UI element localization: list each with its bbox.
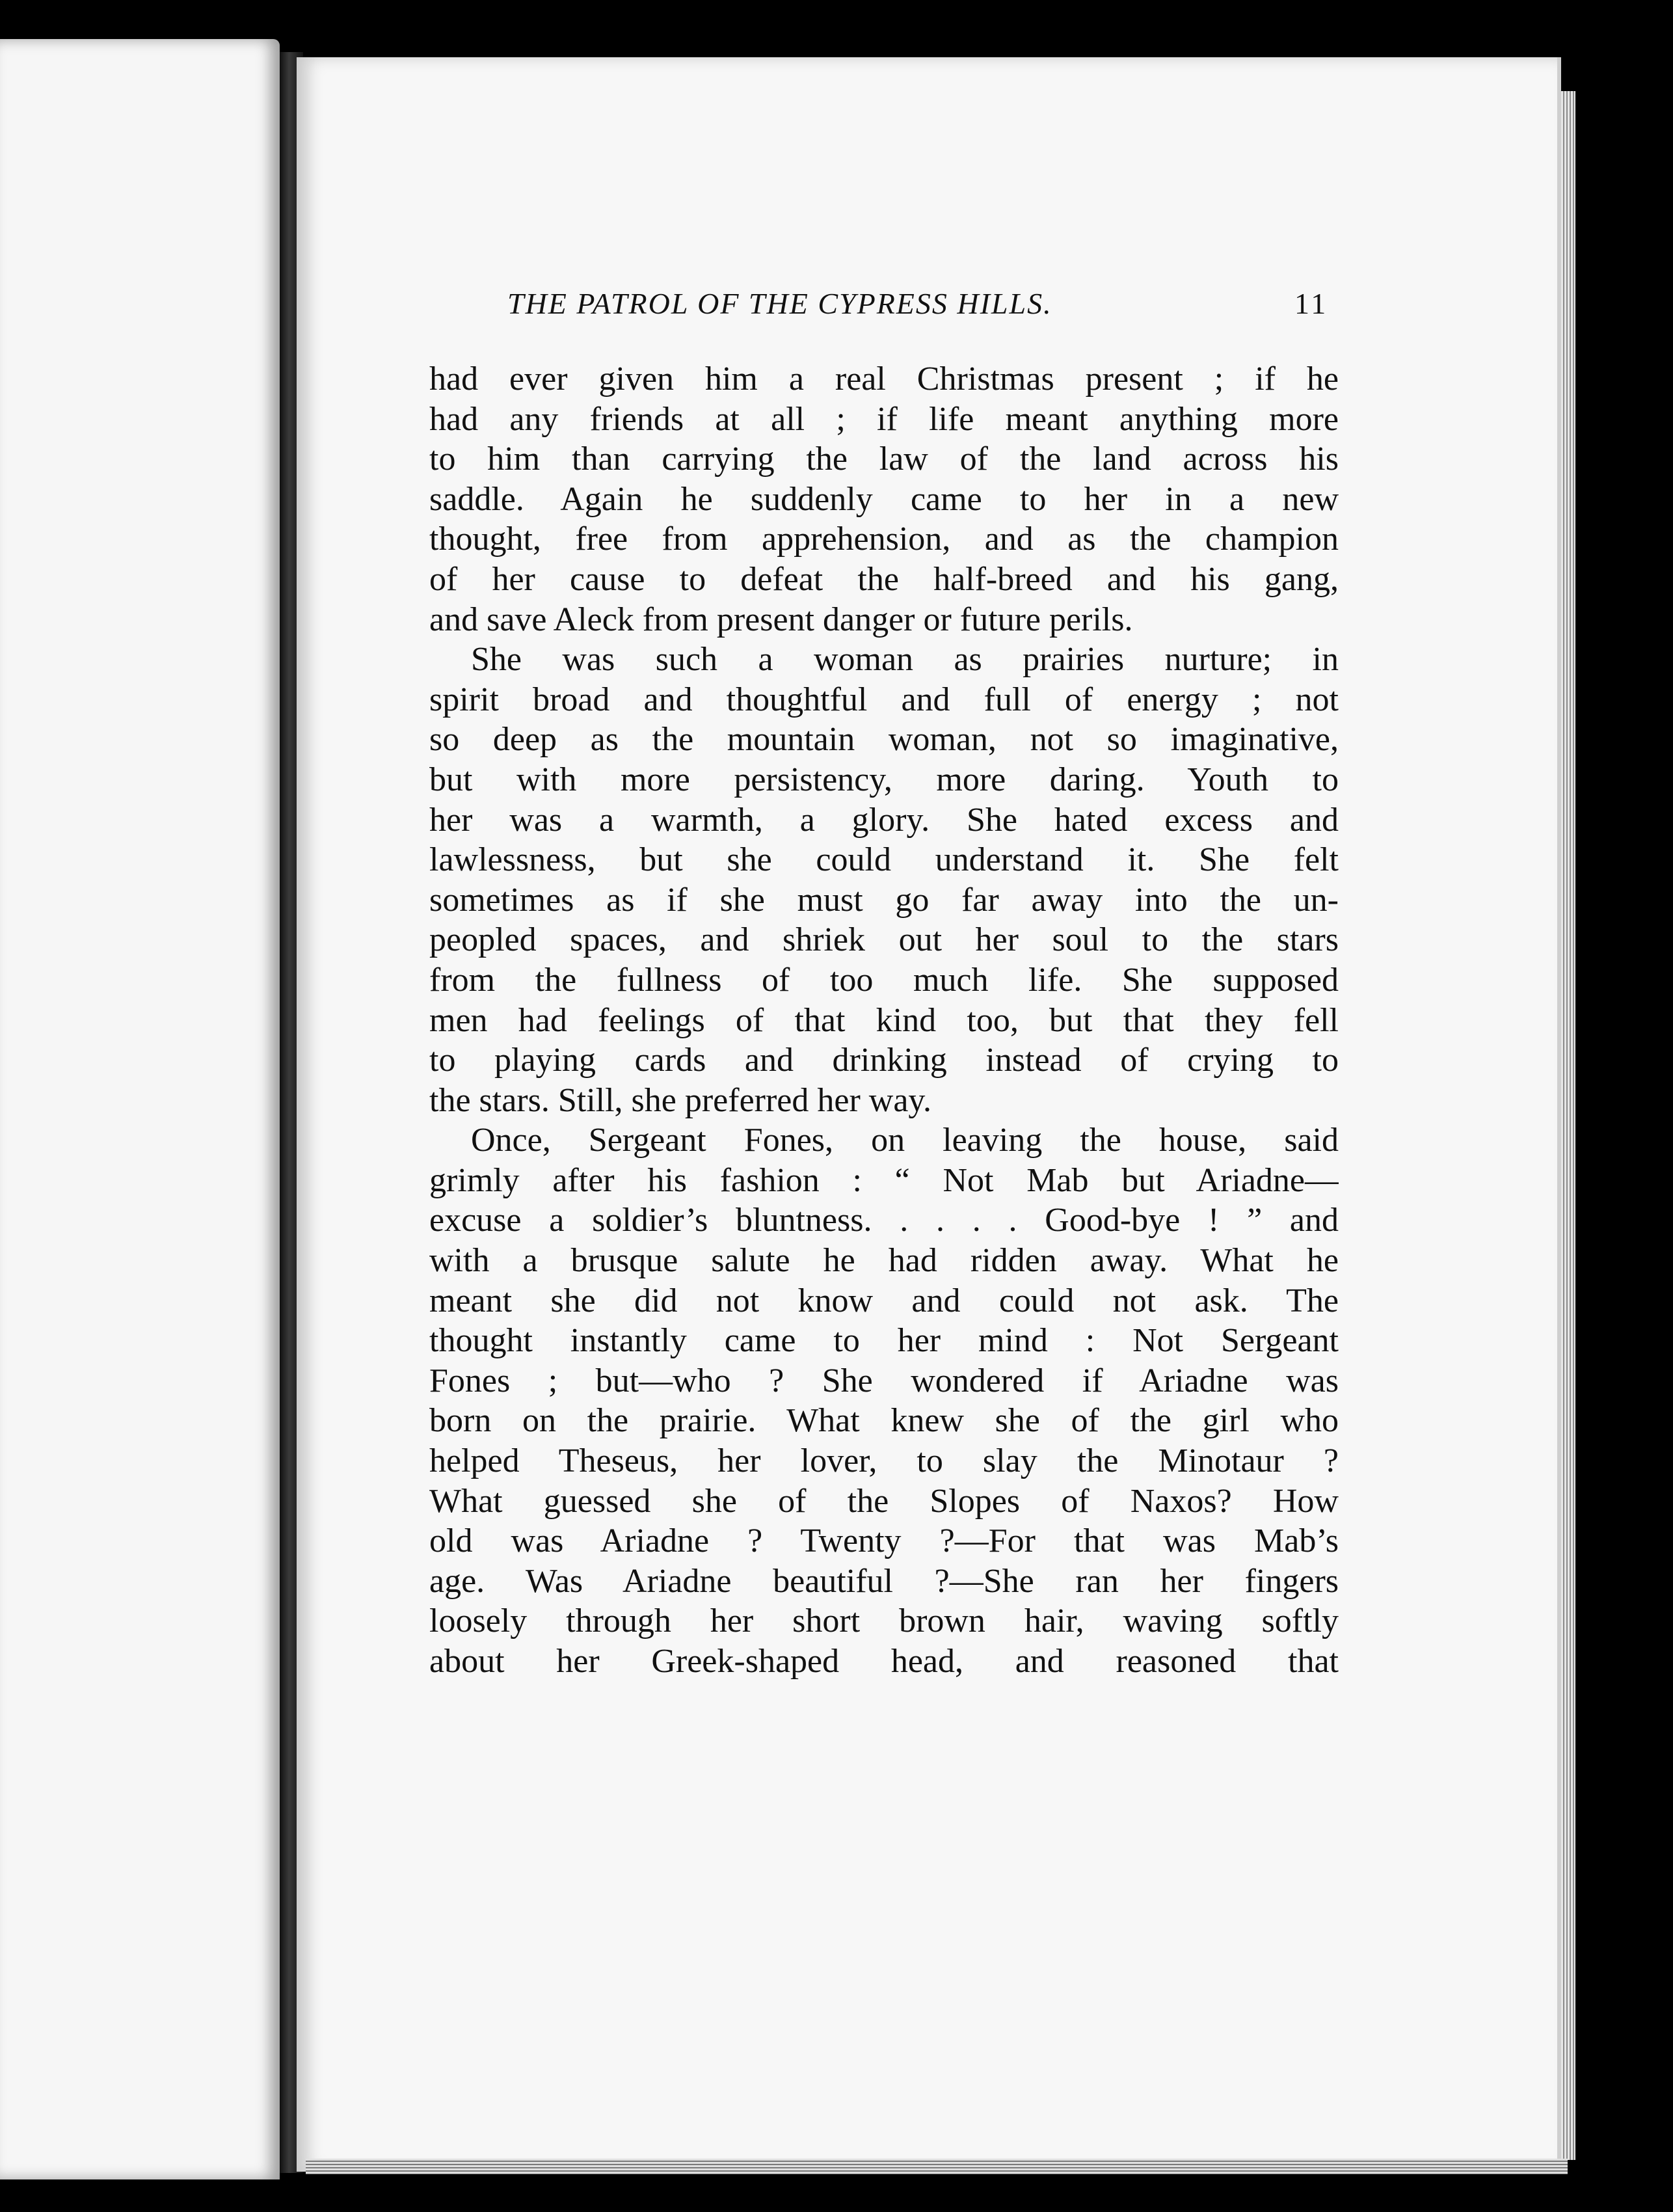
text-line: sometimes as if she must go far away into the un- <box>429 881 1339 919</box>
text-line: thought, free from apprehension, and as the champion <box>429 520 1339 558</box>
body-text <box>429 359 1339 1682</box>
text-line: grimly after his fashion : “ Not Mab but Ariadne— <box>429 1161 1339 1199</box>
text-line: Fones ; but—who ? She wondered if Ariadne was <box>429 1362 1339 1399</box>
text-line: born on the prairie. What knew she of the girl who <box>429 1402 1339 1440</box>
page-number: 11 <box>1294 287 1329 320</box>
text-line: age. Was Ariadne beautiful ?—She ran her fingers <box>429 1562 1339 1600</box>
text-line: had ever given him a real Christmas present ; if he <box>429 360 1339 398</box>
text-line: Once, Sergeant Fones, on leaving the house, said <box>471 1122 1339 1159</box>
text-line: She was such a woman as prairies nurture; in <box>471 641 1339 679</box>
text-line: peopled spaces, and shriek out her soul to the stars <box>429 921 1339 959</box>
text-line: with a brusque salute he had ridden away. What he <box>429 1242 1339 1280</box>
text-line: excuse a soldier’s bluntness. . . . . Good-bye ! ” and <box>429 1202 1339 1239</box>
text-line: and save Aleck from present danger or future perils. <box>429 600 1133 638</box>
text-line: had any friends at all ; if life meant anything more <box>429 400 1339 438</box>
text-line: but with more persistency, more daring. Youth to <box>429 761 1339 798</box>
text-line: lawlessness, but she could understand it. She felt <box>429 841 1339 879</box>
page-edge <box>1561 91 1575 2160</box>
text-line: so deep as the mountain woman, not so imaginative, <box>429 721 1339 759</box>
text-line: meant she did not know and could not ask. The <box>429 1282 1339 1319</box>
text-line: the stars. Still, she preferred her way. <box>429 1081 932 1119</box>
text-line: men had feelings of that kind too, but that they fell <box>429 1001 1339 1039</box>
text-line: helped Theseus, her lover, to slay the Minotaur ? <box>429 1442 1339 1480</box>
running-head: THE PATROL OF THE CYPRESS HILLS. <box>507 287 1052 320</box>
text-line: to playing cards and drinking instead of crying to <box>429 1042 1339 1079</box>
text-line: about her Greek-shaped head, and reasoned that <box>429 1643 1339 1680</box>
text-line: loosely through her short brown hair, waving softly <box>429 1602 1339 1640</box>
text-line: old was Ariadne ? Twenty ?—For that was Mab’s <box>429 1522 1339 1560</box>
text-line: saddle. Again he suddenly came to her in a new <box>429 480 1339 518</box>
page-bottom-edge <box>306 2159 1568 2174</box>
text-line: from the fullness of too much life. She supposed <box>429 961 1339 999</box>
text-line: to him than carrying the law of the land across his <box>429 440 1339 478</box>
text-line: of her cause to defeat the half-breed and his gang, <box>429 560 1339 598</box>
text-line: her was a warmth, a glory. She hated excess and <box>429 801 1339 839</box>
text-line: What guessed she of the Slopes of Naxos? How <box>429 1482 1339 1520</box>
text-line: thought instantly came to her mind : Not Sergeant <box>429 1322 1339 1360</box>
left-page <box>0 39 280 2179</box>
text-line: spirit broad and thoughtful and full of energy ; not <box>429 681 1339 718</box>
